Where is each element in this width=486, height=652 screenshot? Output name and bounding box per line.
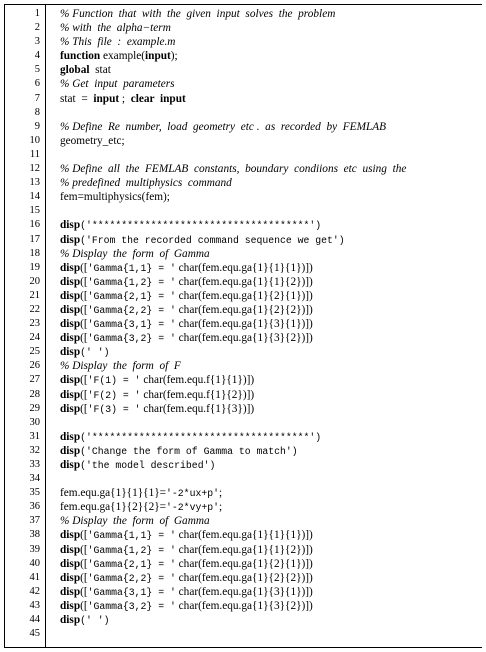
line-number: 39 bbox=[29, 543, 40, 555]
keyword: disp bbox=[60, 374, 81, 387]
code-text: ([ bbox=[80, 402, 88, 415]
code-line bbox=[8, 613, 478, 627]
keyword: disp bbox=[60, 233, 81, 246]
code-line bbox=[8, 233, 478, 247]
string-literal: 'Gamma{3,1} = ' bbox=[87, 319, 176, 331]
line-text bbox=[60, 402, 254, 417]
line-text bbox=[60, 345, 110, 360]
comment: % Display the form of Gamma bbox=[60, 515, 210, 528]
code-line bbox=[8, 134, 478, 148]
code-text: ([ bbox=[80, 543, 88, 556]
code-text: fem.equ.ga{1}{1}{1}= bbox=[60, 487, 167, 500]
line-number: 22 bbox=[29, 303, 40, 315]
code-text: ; bbox=[218, 501, 223, 514]
code-text: ([ bbox=[80, 374, 88, 387]
string-literal: 'F(3) = ' bbox=[87, 403, 141, 415]
line-number: 30 bbox=[29, 416, 40, 428]
line-number: 23 bbox=[29, 318, 40, 330]
code-text: char(fem.equ.f{1}{3})]) bbox=[140, 402, 255, 415]
code-line bbox=[8, 331, 478, 345]
code-line bbox=[8, 388, 478, 402]
keyword: disp bbox=[60, 571, 81, 584]
line-text bbox=[60, 430, 321, 445]
line-text bbox=[60, 359, 181, 373]
code-text: ([ bbox=[80, 557, 88, 570]
line-text bbox=[60, 373, 254, 388]
string-literal: ('*************************************') bbox=[80, 431, 322, 443]
code-text: char(fem.equ.f{1}{1})]) bbox=[140, 374, 255, 387]
string-literal: 'Gamma{2,1} = ' bbox=[87, 558, 176, 570]
line-number: 18 bbox=[29, 247, 40, 259]
code-text: ([ bbox=[80, 275, 88, 288]
line-text bbox=[60, 444, 298, 459]
code-line bbox=[8, 444, 478, 458]
code-line bbox=[8, 106, 478, 120]
string-literal: 'Gamma{1,1} = ' bbox=[87, 262, 176, 274]
keyword: disp bbox=[60, 430, 81, 443]
line-number: 24 bbox=[29, 332, 40, 344]
code-text: ([ bbox=[80, 599, 88, 612]
code-line bbox=[8, 543, 478, 557]
line-text bbox=[60, 162, 406, 176]
code-text: char(fem.equ.f{1}{2})]) bbox=[140, 388, 255, 401]
line-text bbox=[60, 388, 254, 403]
line-number: 32 bbox=[29, 444, 40, 456]
keyword: disp bbox=[60, 332, 81, 345]
code-line bbox=[8, 359, 478, 373]
line-number: 3 bbox=[34, 36, 40, 48]
code-line bbox=[8, 599, 478, 613]
line-number: 37 bbox=[29, 515, 40, 527]
keyword: disp bbox=[60, 444, 81, 457]
line-text bbox=[60, 21, 171, 35]
line-text bbox=[60, 49, 178, 63]
line-text bbox=[60, 77, 175, 91]
line-number: 43 bbox=[29, 599, 40, 611]
code-text: char(fem.equ.ga{1}{3}{1})]) bbox=[175, 318, 313, 331]
keyword: disp bbox=[60, 557, 81, 570]
line-text bbox=[60, 528, 313, 543]
line-number: 16 bbox=[29, 219, 40, 231]
line-text bbox=[60, 500, 222, 515]
comment: % with the alpha−term bbox=[60, 22, 171, 35]
keyword: clear input bbox=[130, 92, 186, 105]
code-text: char(fem.equ.ga{1}{1}{1})]) bbox=[175, 261, 313, 274]
string-literal: 'Gamma{2,2} = ' bbox=[87, 572, 176, 584]
keyword: input bbox=[93, 92, 120, 105]
line-text bbox=[60, 289, 313, 304]
code-line bbox=[8, 514, 478, 528]
string-literal: 'F(2) = ' bbox=[87, 389, 141, 401]
code-line bbox=[8, 627, 478, 641]
string-literal: 'Gamma{2,2} = ' bbox=[87, 304, 176, 316]
line-text bbox=[60, 599, 313, 614]
code-line bbox=[8, 49, 478, 63]
line-number: 12 bbox=[29, 163, 40, 175]
keyword: disp bbox=[60, 346, 81, 359]
line-text bbox=[60, 585, 313, 600]
line-text bbox=[60, 557, 313, 572]
string-literal: 'Gamma{1,1} = ' bbox=[87, 530, 176, 542]
keyword: disp bbox=[60, 318, 81, 331]
line-number: 25 bbox=[29, 346, 40, 358]
keyword: disp bbox=[60, 261, 81, 274]
code-line bbox=[8, 247, 478, 261]
line-text bbox=[60, 7, 335, 21]
line-text bbox=[60, 486, 222, 501]
line-text bbox=[60, 35, 175, 49]
code-text: char(fem.equ.ga{1}{2}{1})]) bbox=[175, 289, 313, 302]
keyword: disp bbox=[60, 585, 81, 598]
line-text bbox=[60, 218, 321, 233]
string-literal: 'Gamma{1,2} = ' bbox=[87, 544, 176, 556]
code-text: ([ bbox=[80, 332, 88, 345]
line-number: 26 bbox=[29, 360, 40, 372]
line-number: 44 bbox=[29, 614, 40, 626]
code-line bbox=[8, 275, 478, 289]
code-line bbox=[8, 571, 478, 585]
code-text: ([ bbox=[80, 585, 88, 598]
code-line bbox=[8, 261, 478, 275]
line-text bbox=[60, 613, 110, 628]
string-literal: ('the model described') bbox=[80, 460, 216, 471]
comment: % Define all the FEMLAB constants, boundary condiions etc using the bbox=[60, 163, 407, 176]
code-line bbox=[8, 317, 478, 331]
line-text bbox=[60, 233, 345, 248]
code-text: ([ bbox=[80, 303, 88, 316]
line-number: 13 bbox=[29, 177, 40, 189]
line-text bbox=[60, 303, 313, 318]
code-text: char(fem.equ.ga{1}{2}{1})]) bbox=[175, 557, 313, 570]
code-line bbox=[8, 289, 478, 303]
keyword: disp bbox=[60, 529, 81, 542]
string-literal: 'Gamma{3,2} = ' bbox=[87, 600, 176, 612]
line-number: 15 bbox=[29, 205, 40, 217]
line-text bbox=[60, 247, 210, 261]
line-text bbox=[60, 92, 186, 106]
keyword: disp bbox=[60, 459, 81, 471]
code-line bbox=[8, 500, 478, 514]
line-number: 21 bbox=[29, 289, 40, 301]
keyword: function bbox=[60, 50, 101, 63]
code-text: ([ bbox=[80, 571, 88, 584]
code-text: stat bbox=[89, 64, 111, 77]
code-line bbox=[8, 148, 478, 162]
code-text: char(fem.equ.ga{1}{3}{1})]) bbox=[175, 585, 313, 598]
line-number: 2 bbox=[34, 22, 40, 34]
keyword: disp bbox=[60, 303, 81, 316]
code-line bbox=[8, 345, 478, 359]
line-number: 6 bbox=[34, 78, 40, 90]
line-text bbox=[60, 571, 313, 586]
comment: % Get input parameters bbox=[60, 78, 175, 91]
code-text: fem.equ.ga{1}{2}{2}= bbox=[60, 501, 167, 514]
string-literal: 'Gamma{3,2} = ' bbox=[87, 333, 176, 345]
keyword: disp bbox=[60, 219, 81, 232]
code-text: char(fem.equ.ga{1}{2}{2})]) bbox=[175, 303, 313, 316]
code-text: ; bbox=[218, 487, 223, 500]
code-line bbox=[8, 458, 478, 472]
code-line bbox=[8, 528, 478, 542]
code-line bbox=[8, 303, 478, 317]
code-text: ([ bbox=[80, 318, 88, 331]
code-text: char(fem.equ.ga{1}{3}{2})]) bbox=[175, 599, 313, 612]
code-text: ); bbox=[170, 50, 178, 63]
code-line bbox=[8, 77, 478, 91]
line-number: 28 bbox=[29, 388, 40, 400]
keyword: input bbox=[145, 50, 171, 63]
keyword: disp bbox=[60, 599, 81, 612]
code-text: fem=multiphysics(fem); bbox=[60, 191, 170, 204]
keyword: disp bbox=[60, 543, 81, 556]
code-line bbox=[8, 585, 478, 599]
code-text: stat = bbox=[60, 92, 94, 105]
comment: % predefined multiphysics command bbox=[60, 177, 232, 190]
string-literal: 'Gamma{2,1} = ' bbox=[87, 290, 176, 302]
line-text bbox=[60, 458, 215, 473]
line-number: 42 bbox=[29, 585, 40, 597]
code-line bbox=[8, 204, 478, 218]
code-text: example( bbox=[100, 50, 146, 63]
code-line bbox=[8, 486, 478, 500]
comment: % This file : example.m bbox=[60, 36, 176, 49]
line-number: 11 bbox=[29, 148, 40, 160]
comment: % Function that with the given input solves the problem bbox=[60, 8, 336, 20]
code-line bbox=[8, 92, 478, 106]
line-text bbox=[60, 134, 125, 148]
line-text bbox=[60, 176, 232, 190]
string-literal: 'F(1) = ' bbox=[87, 375, 141, 387]
keyword: disp bbox=[60, 614, 81, 627]
line-text bbox=[60, 331, 313, 346]
code-line bbox=[8, 190, 478, 204]
code-line bbox=[8, 430, 478, 444]
line-number: 19 bbox=[29, 261, 40, 273]
string-literal: '-2*vy+p' bbox=[166, 502, 219, 514]
line-number: 29 bbox=[29, 402, 40, 414]
code-text: ([ bbox=[80, 289, 88, 302]
code-line bbox=[8, 21, 478, 35]
line-number: 45 bbox=[29, 628, 40, 640]
keyword: global bbox=[60, 64, 90, 77]
line-number: 31 bbox=[29, 430, 40, 442]
comment: % Define Re number, load geometry etc . as recorded by FEMLAB bbox=[60, 120, 387, 133]
line-number: 33 bbox=[29, 459, 40, 470]
line-number: 38 bbox=[29, 529, 40, 541]
string-literal: ('From the recorded command sequence we get') bbox=[80, 234, 345, 246]
line-number: 1 bbox=[34, 8, 40, 19]
string-literal: (' ') bbox=[80, 615, 110, 627]
code-line bbox=[8, 176, 478, 190]
string-literal: 'Gamma{3,1} = ' bbox=[87, 586, 176, 598]
line-text bbox=[60, 275, 313, 290]
keyword: disp bbox=[60, 402, 81, 415]
line-number: 36 bbox=[29, 501, 40, 513]
line-number: 35 bbox=[29, 487, 40, 499]
line-number: 40 bbox=[29, 557, 40, 569]
code-text: ; bbox=[119, 92, 131, 105]
line-text bbox=[60, 63, 111, 77]
line-number: 14 bbox=[29, 191, 40, 203]
string-literal: '-2*ux+p' bbox=[166, 488, 219, 500]
comment: % Display the form of Gamma bbox=[60, 247, 210, 260]
code-line bbox=[8, 472, 478, 486]
line-text bbox=[60, 120, 386, 134]
string-literal: (' ') bbox=[80, 347, 110, 359]
code-line bbox=[8, 402, 478, 416]
string-literal: ('Change the form of Gamma to match') bbox=[80, 445, 298, 457]
code-text: char(fem.equ.ga{1}{2}{2})]) bbox=[175, 571, 313, 584]
line-number: 9 bbox=[34, 120, 40, 132]
code-text: ([ bbox=[80, 529, 88, 542]
line-number: 5 bbox=[34, 64, 40, 76]
keyword: disp bbox=[60, 275, 81, 288]
line-number: 8 bbox=[34, 106, 40, 118]
keyword: disp bbox=[60, 388, 81, 401]
code-text: ([ bbox=[80, 388, 88, 401]
line-number: 20 bbox=[29, 275, 40, 287]
code-line bbox=[8, 557, 478, 571]
line-number: 41 bbox=[29, 571, 40, 583]
keyword: disp bbox=[60, 289, 81, 302]
string-literal: ('*************************************') bbox=[80, 220, 322, 232]
line-number: 10 bbox=[29, 134, 40, 146]
line-number: 27 bbox=[29, 374, 40, 386]
code-line bbox=[8, 120, 478, 134]
code-line bbox=[8, 63, 478, 77]
line-text bbox=[60, 261, 313, 276]
line-text bbox=[60, 514, 210, 528]
line-number: 17 bbox=[29, 233, 40, 245]
code-text: geometry_etc; bbox=[60, 134, 125, 147]
line-number: 34 bbox=[29, 473, 40, 485]
comment: % Display the form of F bbox=[60, 360, 181, 373]
line-text bbox=[60, 317, 313, 332]
line-text bbox=[60, 543, 313, 558]
string-literal: 'Gamma{1,2} = ' bbox=[87, 276, 176, 288]
code-text: char(fem.equ.ga{1}{1}{1})]) bbox=[175, 529, 313, 542]
code-line bbox=[8, 7, 478, 21]
code-text: char(fem.equ.ga{1}{1}{2})]) bbox=[175, 543, 313, 556]
line-text bbox=[60, 190, 170, 204]
code-line bbox=[8, 35, 478, 49]
line-number: 4 bbox=[34, 50, 40, 62]
code-text: char(fem.equ.ga{1}{1}{2})]) bbox=[175, 275, 313, 288]
code-line bbox=[8, 218, 478, 232]
code-line bbox=[8, 162, 478, 176]
code-text: ([ bbox=[80, 261, 88, 274]
code-listing bbox=[8, 7, 478, 641]
code-line bbox=[8, 416, 478, 430]
code-text: char(fem.equ.ga{1}{3}{2})]) bbox=[175, 332, 313, 345]
line-number: 7 bbox=[34, 92, 40, 104]
code-line bbox=[8, 373, 478, 387]
